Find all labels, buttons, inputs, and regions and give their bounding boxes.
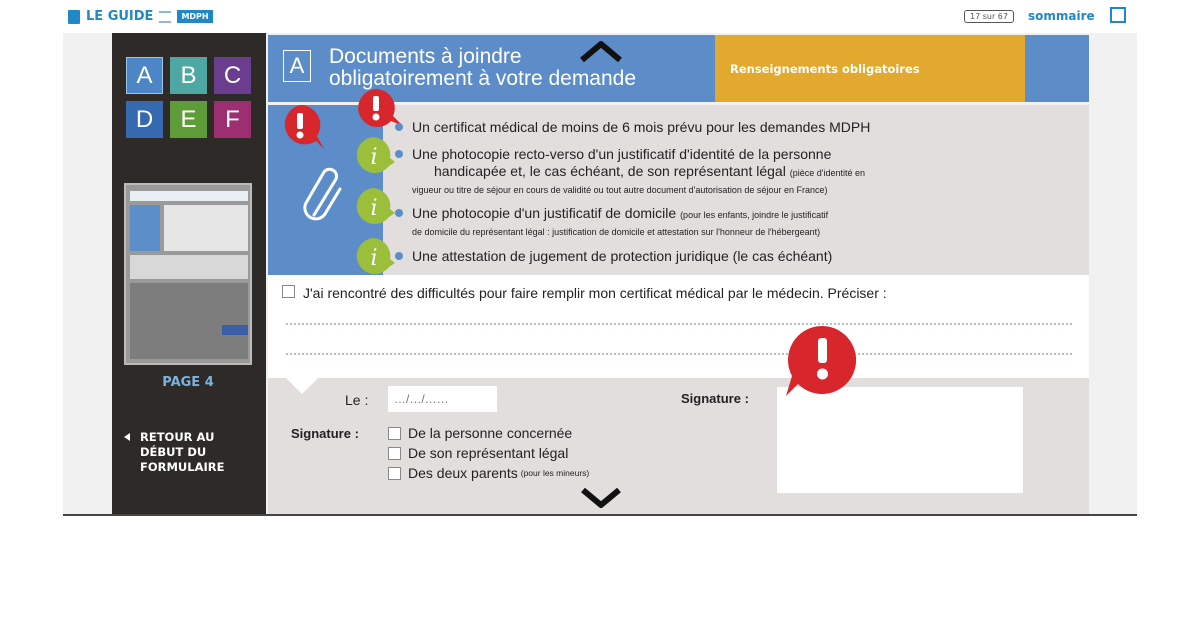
retour-line-2: DÉBUT DU (140, 445, 207, 459)
frame-bottom-line (63, 514, 1137, 516)
signature-box-label: Signature : (681, 391, 749, 406)
option-checkbox[interactable] (388, 427, 401, 440)
document-item-2-line1: Une photocopie recto-verso d'un justificatif d'identité de la personne (412, 146, 832, 162)
retour-debut-link[interactable] (124, 430, 225, 475)
paperclip-icon (300, 165, 350, 225)
retour-line-3: FORMULAIRE (140, 460, 225, 474)
header-right-strip (1025, 35, 1089, 102)
bullet-icon (395, 252, 403, 260)
mandatory-badge: Renseignements obligatoires (730, 62, 920, 76)
difficulties-line-2[interactable] (286, 353, 1072, 355)
document-item-2-note-a: (pièce d'identité en (789, 168, 865, 178)
signature-option[interactable] (388, 465, 589, 481)
page-thumbnail[interactable] (124, 183, 252, 365)
book-icon (68, 10, 80, 24)
document-item (412, 248, 832, 265)
signature-option[interactable] (388, 445, 568, 461)
date-label: Le : (345, 392, 369, 408)
document-item (412, 205, 1072, 241)
bullet-icon (395, 150, 403, 158)
document-item-2-note-b: vigueur ou titre de séjour en cours de validité ou tout autre document d'autorisation de séjour en France) (412, 185, 828, 195)
bullet-icon (395, 209, 403, 217)
document-item-3-note-b: de domicile du représentant légal : justification de domicile et attestation sur l'honneur de l'hébergeant) (412, 227, 821, 237)
section-letter-f[interactable]: F (214, 101, 251, 138)
section-letter-box: A (283, 50, 311, 82)
document-item (412, 146, 1072, 199)
page-title (329, 46, 719, 90)
alert-icon[interactable] (782, 322, 860, 400)
option-checkbox[interactable] (388, 447, 401, 460)
section-letter-c[interactable]: C (214, 57, 251, 94)
date-input[interactable] (388, 386, 497, 412)
page-counter: 17 sur 67 (964, 10, 1014, 23)
info-icon[interactable] (355, 187, 395, 227)
section-letter-b[interactable]: B (170, 57, 207, 94)
svg-text:i: i (370, 196, 378, 221)
title-line-1: Documents à joindre (329, 45, 522, 68)
thumb-highlight (222, 325, 248, 335)
retour-line-1: RETOUR AU (140, 430, 215, 444)
arrow-left-icon (124, 433, 130, 441)
logo-separator (159, 11, 171, 23)
guide-logo[interactable] (68, 9, 213, 24)
section-letter-grid (126, 57, 251, 138)
document-item-3-note-a: (pour les enfants, joindre le justificatif (680, 210, 829, 220)
signature-options-label: Signature : (291, 426, 359, 441)
section-letter-e[interactable]: E (170, 101, 207, 138)
fullscreen-icon[interactable] (1110, 7, 1126, 23)
info-icon[interactable] (355, 237, 395, 277)
logo-badge: MDPH (177, 10, 212, 23)
document-item (412, 119, 870, 136)
option-checkbox[interactable] (388, 467, 401, 480)
info-icon[interactable] (355, 136, 395, 176)
document-item-1: Un certificat médical de moins de 6 mois prévu pour les demandes MDPH (412, 119, 871, 135)
document-item-4: Une attestation de jugement de protection juridique (le cas échéant) (412, 248, 833, 264)
alert-icon[interactable] (276, 103, 326, 151)
retour-text (140, 430, 225, 475)
section-notch (286, 378, 318, 394)
section-letter-d[interactable]: D (126, 101, 163, 138)
thumb-shade (130, 283, 248, 359)
bullet-icon (395, 123, 403, 131)
option-label-2: De son représentant légal (408, 445, 569, 461)
option-3-note: (pour les mineurs) (520, 468, 590, 478)
logo-text: LE GUIDE (86, 9, 154, 24)
svg-text:i: i (370, 145, 378, 170)
difficulties-label: J'ai rencontré des difficultés pour faire remplir mon certificat médical par le médecin. Préciser : (303, 285, 887, 301)
signature-box[interactable] (777, 387, 1023, 493)
svg-text:i: i (370, 246, 378, 271)
thumb-header (130, 191, 248, 201)
title-line-2: obligatoirement à votre demande (329, 67, 637, 90)
thumb-form (130, 255, 248, 279)
difficulties-line-1[interactable] (286, 323, 1072, 325)
sommaire-link[interactable]: sommaire (1028, 9, 1095, 23)
section-letter-a[interactable]: A (126, 57, 163, 94)
thumb-sidebar (130, 205, 160, 251)
chevron-up-icon[interactable] (578, 38, 624, 66)
page-label: PAGE 4 (162, 375, 214, 390)
document-item-3-line1: Une photocopie d'un justificatif de domicile (412, 205, 677, 221)
document-item-2-line2: handicapée et, le cas échéant, de son représentant légal (434, 163, 786, 179)
option-label-1: De la personne concernée (408, 425, 573, 441)
signature-option[interactable] (388, 425, 572, 441)
thumb-body (164, 205, 248, 251)
difficulties-checkbox[interactable] (282, 285, 295, 298)
option-label-3: Des deux parents (408, 465, 518, 481)
chevron-down-icon[interactable] (579, 484, 623, 510)
